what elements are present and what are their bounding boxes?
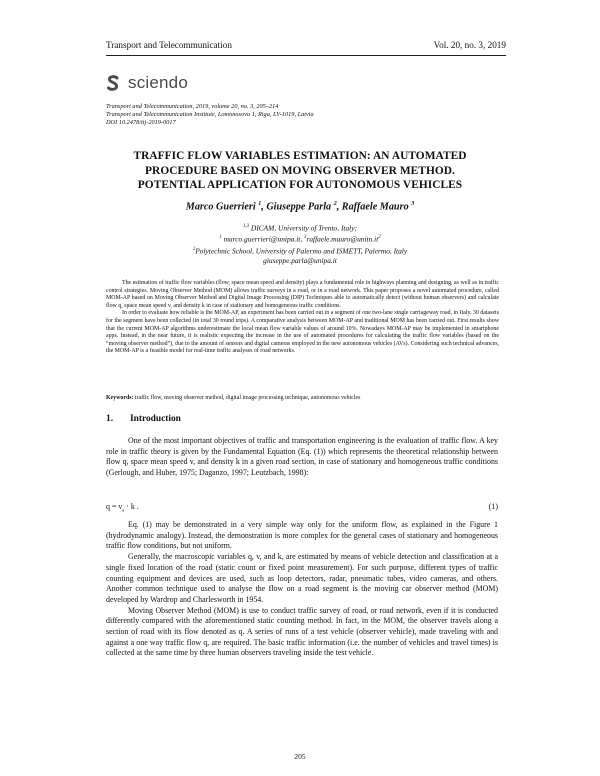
affiliations	[80, 222, 520, 266]
email-2: giuseppe.parla@unipa.it	[263, 255, 337, 265]
author-list: Marco Guerrieri $^1$, Giuseppe Parla $^2$, Raffaele Mauro $^3$	[185, 201, 415, 213]
sciendo-logo-icon	[104, 74, 122, 92]
email-1: marco.guerrieri@unipa.it,	[223, 234, 303, 244]
running-head-volume: Vol. 20, no. 3, 2019	[433, 40, 506, 50]
author-3-sup: 3	[411, 201, 415, 207]
intro-text-bottom	[106, 520, 498, 659]
publisher-logo	[104, 74, 188, 92]
equation-subscript: s	[122, 508, 125, 514]
abstract-paragraph-1: The estimation of traffic flow variables (flow, space mean speed and density) plays a fundamental role in highways planning and designing, as well as in traffic control strategies. Moving Observer Method (MOM) allows traffic surveys in a road, or in a road network. This paper proposes a novel automated procedure, called MOM-AP based on Moving Observer Method and Digital Image Processing (DIP) Techniques able to automatically detect (without human observers) and calculate flow q, space mean speed v, and density k in case of stationary and homogeneous traffic conditions.	[106, 280, 499, 309]
title-line-2: PROCEDURE BASED ON MOVING OBSERVER METHOD.	[145, 164, 455, 177]
header-rule	[106, 55, 506, 56]
affiliation-emails	[80, 233, 520, 244]
affiliation-2-text: Polytechnic School, University of Palermo and ISMETT, Palermo, Italy	[195, 246, 408, 255]
equation-lhs: q = v	[106, 502, 123, 511]
paper-title	[80, 149, 520, 193]
affiliation-1-sup: 1,3	[243, 224, 250, 229]
running-head	[106, 40, 506, 51]
citation-journal: Transport and Telecommunication, 2019, volume 20, no. 3, 205–214	[106, 103, 279, 110]
section-title: Introduction	[130, 414, 181, 424]
affiliation-2-sup: 2	[192, 246, 196, 252]
email-1-sup: 1	[219, 235, 222, 241]
intro-paragraph-2: Eq. (1) may be demonstrated in a very simple way only for the uniform flow, as explained in the Figure 1 (hydrodynamic analogy). Instead, the demonstration is more complex for the general cases of stationary and homogeneous traffic flow conditions, but not uniform.	[106, 520, 498, 551]
equation-number: (1)	[488, 502, 498, 511]
affiliation-2	[80, 245, 520, 256]
page-number: 205	[294, 752, 306, 761]
citation-block	[106, 103, 526, 127]
intro-paragraph-1: One of the most important objectives of traffic and transportation engineering is the evaluation of traffic flow. A key role in traffic theory is given by the Fundamental Equation (Eq. (1)) which represents the theoretical relationship between flow q, space mean speed v, and density k in a given road section, in case of stationary and homogeneous traffic conditions (Gerlough, and Huber, 1975; Daganzo, 1997; Leutzbach, 1998):	[106, 436, 498, 478]
affiliation-1-text: DICAM, University of Trento, Italy;	[250, 223, 357, 233]
author-2-sup: 2	[333, 201, 337, 207]
section-number: 1.	[106, 414, 114, 424]
title-line-3: POTENTIAL APPLICATION FOR AUTONOMOUS VEHICLES	[137, 179, 463, 191]
abstract-paragraph-2: In order to evaluate how reliable is the MOM-AP, an experiment has been carried out in a segment of one two-lane single carriageway road, in Italy. 30 datasets for the segment have been collected (in total 30 round trips). A comparative analysis between MOM-AP and traditional MOM has been carried out. First results show that the current MOM-AP algorithms underestimate the local mean flow variable values of around 10%. Nowadays MOM-AP may be implemented in smartphone apps. Instead, in the near future, it is realistic expecting the increase in the use of automated procedures for calculating the traffic flow variables (based on the “moving observer method”), due to the amount of sensors and digital cameras employed in the new autonomous vehicles (AVs). Considering such technical advances, the MOM-AP is a feasible model for real-time traffic analyses of road networks.	[106, 310, 499, 355]
email-3: raffaele.mauro@unitn.it	[306, 234, 379, 244]
keywords-label: Keywords:	[106, 395, 134, 401]
citation-institute: Transport and Telecommunication Institute, Lomonosova 1, Riga, LV-1019, Latvia	[106, 111, 314, 119]
intro-text-top	[106, 436, 498, 479]
author-1: Marco Guerrieri	[185, 201, 256, 213]
abstract	[106, 280, 499, 356]
email-3-tail-sup: 2	[378, 235, 381, 241]
intro-paragraph-3: Generally, the macroscopic variables q, v, and k, are estimated by means of vehicle detection and classification at a single fixed location of the road (static count or fixed point measurement). For such purpose, different types of traffic counting equipment and devices are used, such as loop detectors, radar, pneumatic tubes, video cameras, and others. Another common technique used to analyse the flow on a road segment is the moving car observer method (MOM) developed by Wardrop and Charlesworth in 1954.	[106, 552, 498, 604]
logo-wordmark: sciendo	[128, 73, 188, 92]
author-2: Giuseppe Parla	[266, 201, 332, 213]
equation-1	[106, 502, 498, 514]
citation-doi: DOI 10.2478/ttj-2019-0017	[106, 119, 176, 127]
intro-paragraph-4: Moving Observer Method (MOM) is use to conduct traffic survey of road, or road network, even if it is conducted differently compared with the aforementioned static counting method. In fact, in the MOM, the observer travels along a section of road with its flow denoted as q. A series of runs of a test vehicle (observer vehicle), made traveling with and against a one way traffic flow q, are required. The basic traffic information (i.e. the number of vehicles and travel times) is collected at the same time by three human observers traveling inside the test vehicle.	[106, 605, 498, 658]
section-heading-introduction	[106, 414, 181, 424]
author-1-sup: 1	[258, 201, 262, 207]
email-3-sup: 3	[304, 235, 307, 241]
affiliation-1	[80, 222, 520, 233]
equation-rhs: · k .	[124, 502, 139, 511]
keywords	[106, 395, 499, 403]
author-3: Raffaele Mauro	[341, 201, 409, 213]
equation-formula	[106, 502, 139, 514]
running-head-journal: Transport and Telecommunication	[106, 40, 232, 50]
keywords-text: traffic flow, moving observer method, digital image processing technique, autonomous vehicles	[134, 395, 361, 401]
title-line-1: TRAFFIC FLOW VARIABLES ESTIMATION: AN AUTOMATED	[133, 150, 467, 162]
